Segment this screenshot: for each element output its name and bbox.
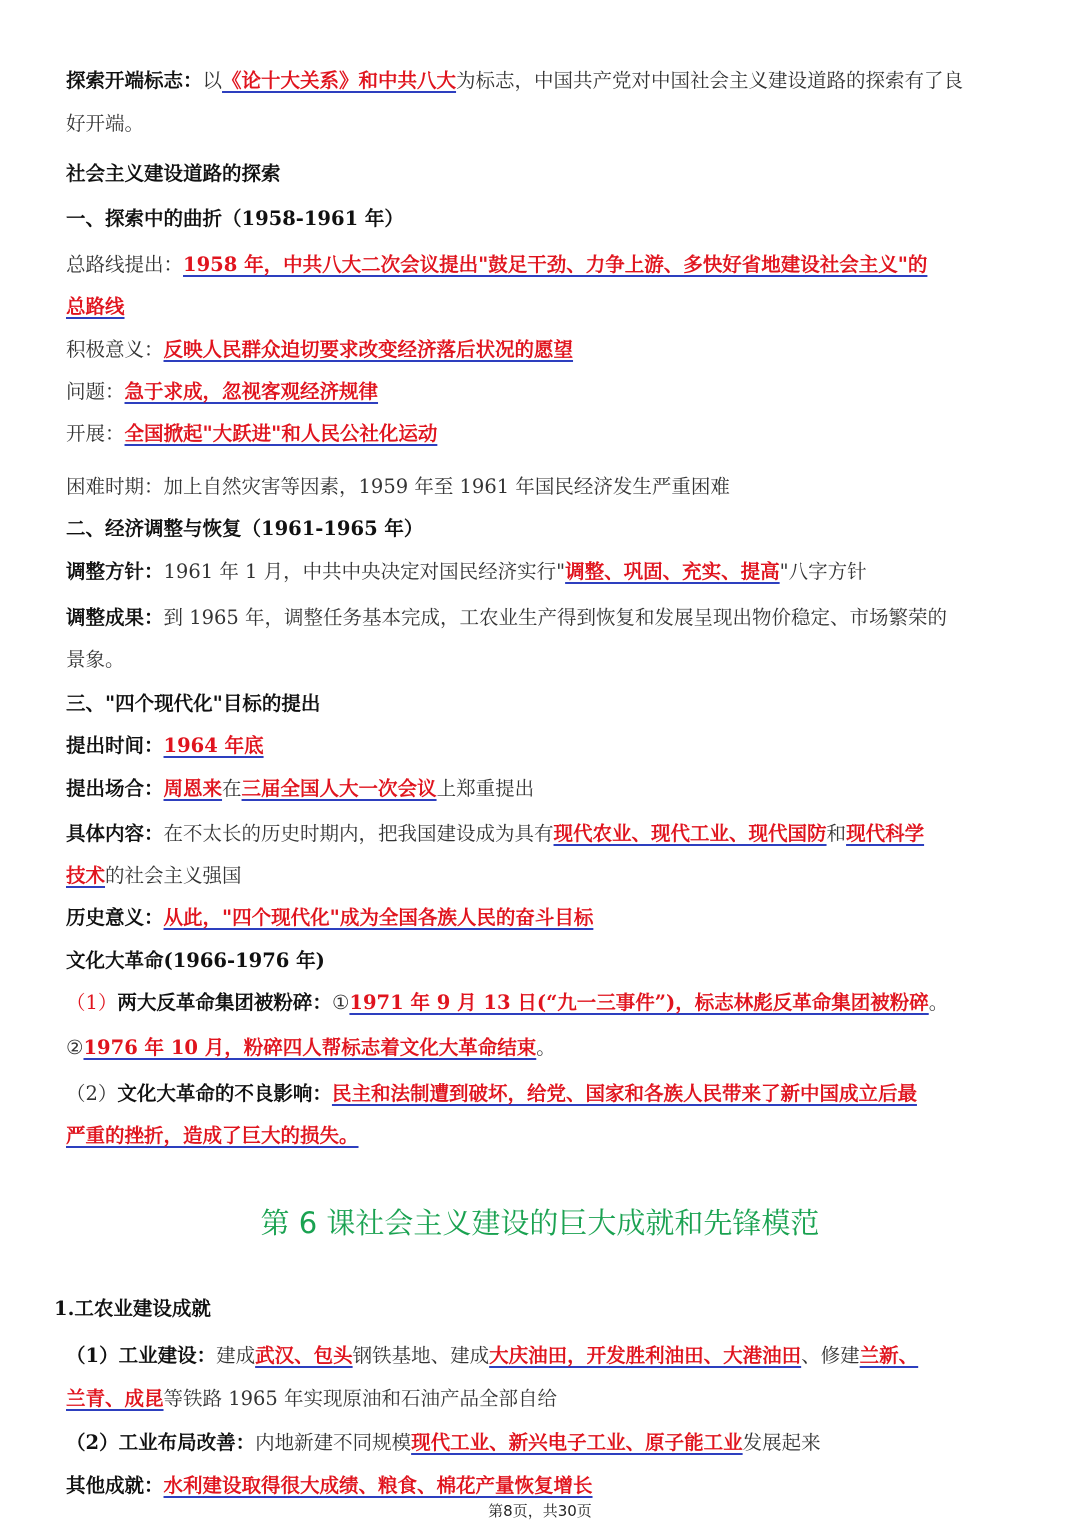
text-line <box>66 903 1020 933</box>
text: 。 <box>536 1036 556 1059</box>
section-heading: 三、"四个现代化"目标的提出 <box>66 692 321 715</box>
section-heading: 一、探索中的曲折（1958-1961 年） <box>66 207 404 230</box>
number: （2） <box>66 1431 119 1454</box>
highlight: 三届全国人大一次会议 <box>241 777 437 800</box>
number: （1） <box>66 991 118 1014</box>
text-line: 困难时期：加上自然灾害等因素，1959 年至 1961 年国民经济发生严重困难 <box>66 475 730 498</box>
text-line <box>66 774 1020 804</box>
text: "八字方针 <box>779 560 867 583</box>
highlight: 民主和法制遭到破坏，给党、国家和各族人民带来了新中国成立后最 <box>331 1082 917 1105</box>
highlight: 全国掀起"大跃进"和人民公社化运动 <box>124 422 438 445</box>
text: 在 <box>222 777 242 800</box>
highlight: 周恩来 <box>163 777 223 800</box>
highlight: 1976 年 10 月，粉碎四人帮标志着文化大革命结束 <box>83 1036 537 1059</box>
highlight: 1958 年，中共八大二次会议提出"鼓足干劲、力争上游、多快好省地建设社会主义"的 <box>183 253 928 276</box>
label: 探索开端标志： <box>66 69 203 92</box>
text: 到 1965 年，调整任务基本完成，工农业生产得到恢复和发展呈现出物价稳定、市场繁荣的 <box>163 606 948 629</box>
label: 文化大革命的不良影响： <box>117 1082 332 1105</box>
text: 钢铁基地、建成 <box>352 1344 490 1367</box>
text-line <box>66 731 1020 761</box>
text-line <box>66 861 1020 891</box>
label: 具体内容： <box>66 822 164 845</box>
highlight: 总路线 <box>66 295 125 318</box>
text-line: 好开端。 <box>66 112 145 135</box>
number: （2） <box>66 1082 118 1105</box>
label: 总路线提出： <box>66 253 184 276</box>
text: 上郑重提出 <box>436 777 535 800</box>
text: 的社会主义强国 <box>105 864 242 887</box>
label: 工业布局改善： <box>118 1431 256 1454</box>
highlight: 严重的挫折，造成了巨大的损失。 <box>66 1124 359 1147</box>
section-heading: 二、经济调整与恢复（1961-1965 年） <box>66 517 424 540</box>
label: 工业建设： <box>118 1344 217 1367</box>
section-heading: 社会主义建设道路的探索 <box>66 162 281 185</box>
label: 历史意义： <box>66 906 164 929</box>
label: 提出时间： <box>66 734 164 757</box>
text: ② <box>66 1036 84 1059</box>
highlight: 兰青、成昆 <box>66 1387 164 1410</box>
text-line <box>66 335 1020 365</box>
text-line <box>66 1121 1020 1151</box>
highlight: 武汉、包头 <box>255 1344 353 1367</box>
highlight: 现代工业、新兴电子工业、原子能工业 <box>411 1431 743 1454</box>
highlight: 兰新、 <box>859 1344 919 1367</box>
text-line <box>66 292 1020 322</box>
text: ① <box>331 991 350 1014</box>
highlight: 1971 年 9 月 13 日(“九一三事件”)，标志林彪反革命集团被粉碎 <box>349 991 929 1014</box>
text-line <box>66 557 1020 587</box>
highlight: 技术 <box>66 864 106 887</box>
text-line <box>66 603 1020 633</box>
text-line <box>66 1033 1020 1063</box>
label: 调整方针： <box>66 560 164 583</box>
label: 问题： <box>66 380 125 403</box>
text-line <box>66 819 1020 849</box>
text-line <box>66 1341 1020 1371</box>
highlight: 急于求成，忽视客观经济规律 <box>124 380 379 403</box>
text-line <box>66 377 1020 407</box>
text: 为标志，中国共产党对中国社会主义建设道路的探索有了良 <box>456 69 964 92</box>
label: 调整成果： <box>66 606 164 629</box>
text: 以 <box>202 69 223 92</box>
highlight: 调整、巩固、充实、提高 <box>565 560 780 583</box>
text-line <box>66 1471 1020 1501</box>
page-number: 第8页，共30页 <box>488 1502 592 1520</box>
highlight: 大庆油田，开发胜利油田、大港油田 <box>489 1344 802 1367</box>
label: 开展： <box>66 422 125 445</box>
text-line <box>66 419 1020 449</box>
text-line <box>66 250 1020 280</box>
number: （1） <box>66 1344 119 1367</box>
label: 提出场合： <box>66 777 164 800</box>
label: 积极意义： <box>66 338 164 361</box>
highlight: 从此，"四个现代化"成为全国各族人民的奋斗目标 <box>163 906 594 929</box>
highlight: 1964 年底 <box>163 734 264 757</box>
text: 建成 <box>216 1344 256 1367</box>
text: 等铁路 1965 年实现原油和石油产品全部自给 <box>163 1387 558 1410</box>
highlight: 现代科学 <box>846 822 925 845</box>
section-heading: 文化大革命(1966-1976 年) <box>66 949 325 972</box>
lesson-title: 第 6 课社会主义建设的巨大成就和先锋模范 <box>260 1206 820 1240</box>
text: 和 <box>826 822 847 845</box>
text-line: 景象。 <box>66 648 125 671</box>
text: 内地新建不同规模 <box>255 1431 412 1454</box>
text: 在不太长的历史时期内，把我国建设成为具有 <box>163 822 554 845</box>
text-line <box>66 1428 1020 1458</box>
text: 1961 年 1 月，中共中央决定对国民经济实行" <box>163 560 566 583</box>
text-line <box>66 988 1020 1018</box>
text-line <box>66 66 1020 96</box>
text: 发展起来 <box>742 1431 821 1454</box>
label: 两大反革命集团被粉碎： <box>117 991 332 1014</box>
text: 、修建 <box>801 1344 860 1367</box>
highlight: 反映人民群众迫切要求改变经济落后状况的愿望 <box>163 338 574 361</box>
highlight: 《论十大关系》和中共八大 <box>222 69 457 92</box>
text-line <box>66 1079 1020 1109</box>
highlight: 水利建设取得很大成绩、粮食、棉花产量恢复增长 <box>163 1474 593 1497</box>
section-heading: 1.工农业建设成就 <box>54 1297 211 1320</box>
text-line <box>66 1384 1020 1414</box>
text: 。 <box>928 991 949 1014</box>
highlight: 现代农业、现代工业、现代国防 <box>553 822 827 845</box>
label: 其他成就： <box>66 1474 164 1497</box>
